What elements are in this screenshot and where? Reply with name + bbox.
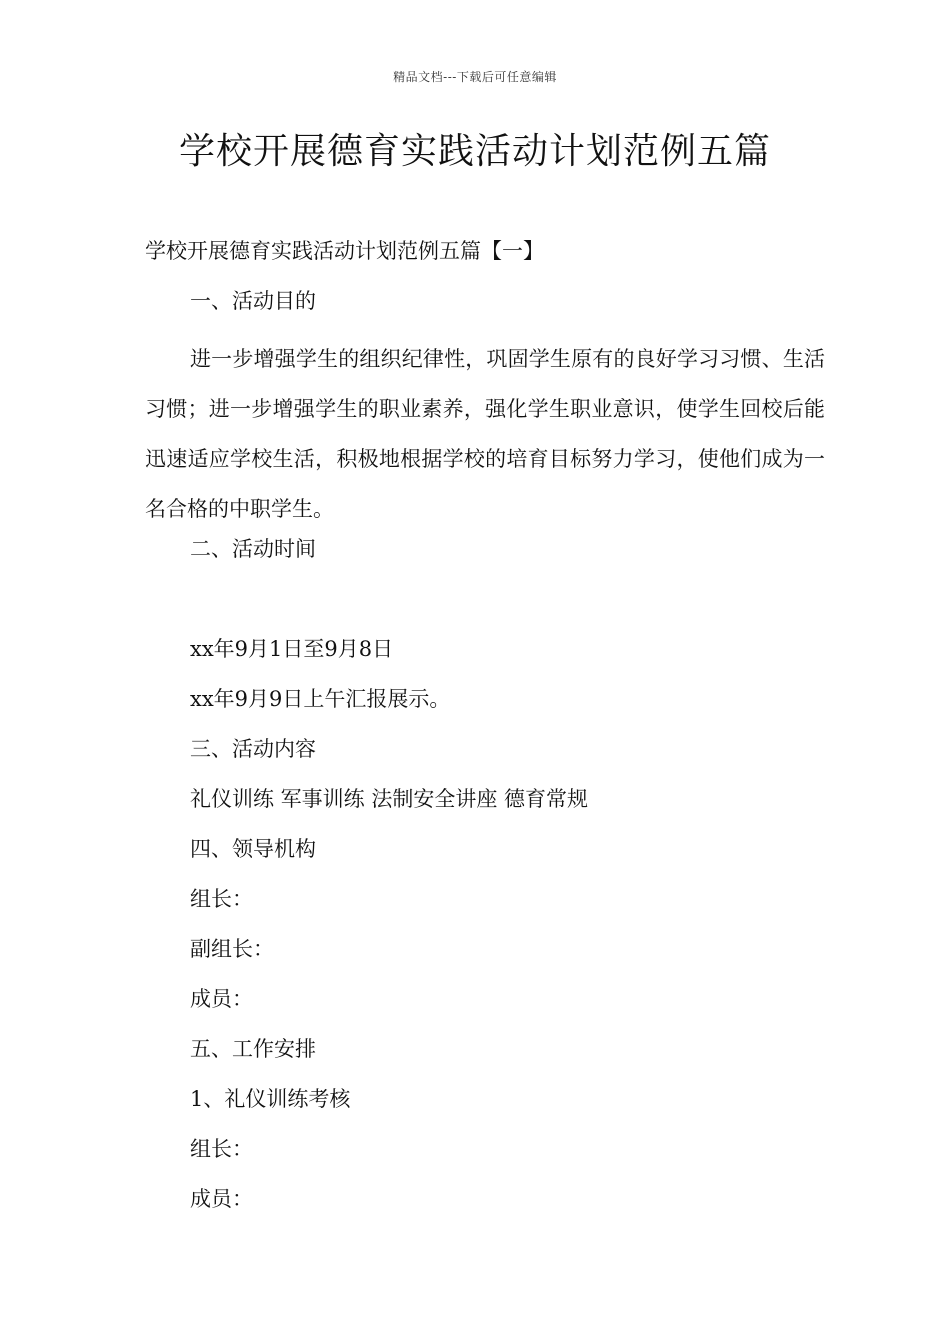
time-line-1: xx年9月1日至9月8日 (190, 637, 394, 661)
heading-activity-content: 三、活动内容 (190, 737, 316, 761)
document-title: 学校开展德育实践活动计划范例五篇 (178, 131, 771, 172)
members-label: 成员： (190, 987, 253, 1011)
deputy-leader-label: 副组长： (190, 937, 274, 961)
paragraph-purpose: 进一步增强学生的组织纪律性，巩固学生原有的良好学习习惯、生活习惯；进一步增强学生的职业素养，强化学生职业意识，使学生回校后能迅速适应学校生活，积极地根据学校的培育目标努力学习，使他们成为一名合格的中职学生。 (145, 347, 825, 521)
heading-work-arrangement: 五、工作安排 (190, 1037, 316, 1061)
work-item-1-members: 成员： (190, 1187, 253, 1211)
content-items: 礼仪训练 军事训练 法制安全讲座 德育常规 (190, 787, 589, 811)
leader-label: 组长： (190, 887, 253, 911)
header-note: 精品文档---下载后可任意编辑 (393, 70, 557, 84)
heading-activity-time: 二、活动时间 (190, 537, 316, 561)
work-item-1: 1、礼仪训练考核 (190, 1087, 351, 1111)
heading-leadership: 四、领导机构 (190, 837, 316, 861)
work-item-1-leader: 组长： (190, 1137, 253, 1161)
heading-activity-purpose: 一、活动目的 (190, 289, 316, 313)
section-heading: 学校开展德育实践活动计划范例五篇【一】 (145, 239, 544, 263)
time-line-2: xx年9月9日上午汇报展示。 (190, 687, 451, 711)
